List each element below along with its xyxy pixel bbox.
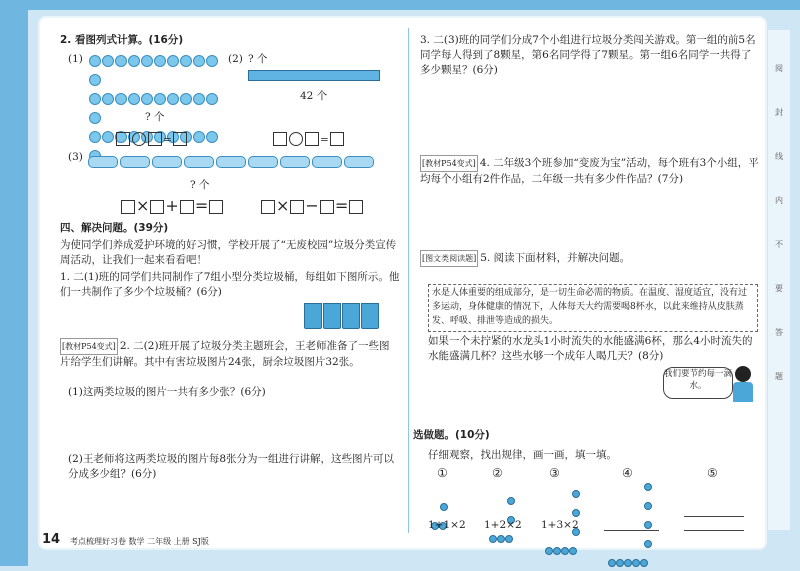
q4-body: 4. 二年级3个班参加“变废为宝”活动，每个班有3个小组，平均每个小组有2件作品，二年级一共有多少件作品？(7分) bbox=[420, 157, 759, 185]
q3-text: 3. 二(3)班的同学们分成7个小组进行垃圾分类闯关游戏。第一组的前5名同学每人得到了8颗星，第6名同学得了7颗星。第一组6名同学一共得了多少颗星？(6分) bbox=[420, 34, 756, 76]
formula-3: 1+3×2 bbox=[541, 519, 579, 531]
equation-2: = bbox=[272, 128, 345, 148]
q1-text: 1. 二(1)班的同学们共同制作了7组小型分类垃圾桶，每组如下图所示。他们一共制作了多少个垃圾桶？(6分) bbox=[60, 271, 400, 298]
q5-question: 如果一个未拧紧的水龙头1小时流失的水能盛满6杯，那么4小时流失的水能盛满几杯？这些水够一个成年人喝几天？(8分) bbox=[428, 335, 753, 362]
q2-text bbox=[60, 338, 400, 370]
bins-group bbox=[304, 303, 380, 333]
apple-icon bbox=[206, 55, 218, 67]
apple-icon bbox=[141, 55, 153, 67]
egg-tray-icon bbox=[216, 156, 246, 168]
optional-title: 选做题。(10分) bbox=[413, 429, 490, 441]
answer-box[interactable] bbox=[305, 132, 319, 146]
trash-bin-icon bbox=[342, 303, 360, 329]
pattern-number: ④ bbox=[622, 466, 633, 480]
source-badge: [图文类阅读题] bbox=[420, 250, 478, 267]
answer-box[interactable] bbox=[330, 132, 344, 146]
egg-tray-icon bbox=[88, 156, 118, 168]
q2-p2-bottom: 42 个 bbox=[300, 90, 328, 102]
egg-tray-icon bbox=[184, 156, 214, 168]
segment-bar bbox=[248, 70, 380, 81]
q4-text bbox=[420, 155, 760, 187]
binding-char: 要 bbox=[775, 284, 783, 293]
binding-char: 答 bbox=[775, 328, 783, 337]
apple-icon bbox=[89, 55, 101, 67]
binding-char: 阅 bbox=[775, 64, 783, 73]
answer-box[interactable] bbox=[173, 132, 187, 146]
child-illustration bbox=[733, 366, 753, 404]
pattern-number: ⑤ bbox=[707, 466, 718, 480]
apple-icon bbox=[193, 93, 205, 105]
apple-icon bbox=[167, 55, 179, 67]
answer-box[interactable] bbox=[116, 132, 130, 146]
q2-label-1: (1) bbox=[68, 53, 83, 65]
dot-pattern-4 bbox=[608, 476, 652, 571]
apple-icon bbox=[154, 93, 166, 105]
pattern-number: ① bbox=[437, 466, 448, 480]
answer-box[interactable] bbox=[320, 200, 334, 214]
answer-box[interactable] bbox=[148, 132, 162, 146]
apple-icon bbox=[115, 55, 127, 67]
q2-label-2: (2) bbox=[228, 53, 243, 65]
pattern-number: ③ bbox=[549, 466, 560, 480]
equation-3b: × − = bbox=[260, 196, 364, 215]
binding-char: 不 bbox=[775, 240, 783, 249]
intro-text: 为使同学们养成爱护环境的好习惯，学校开展了“无废校园”垃圾分类宣传周活动，让我们一起来看看吧！ bbox=[60, 239, 397, 266]
apple-icon bbox=[193, 131, 205, 143]
apple-icon bbox=[102, 93, 114, 105]
binding-char: 内 bbox=[775, 196, 783, 205]
answer-box[interactable] bbox=[209, 200, 223, 214]
material-text: 水是人体重要的组成部分，是一切生命必需的物质。在温度、湿度适宜，没有过多运动，身体健康的情况下，人体每天大约需要喝8杯水，以此来维持从皮肤蒸发、呼吸、排泄等造成的损失。 bbox=[432, 288, 748, 326]
apple-icon bbox=[206, 131, 218, 143]
egg-tray-icon bbox=[280, 156, 310, 168]
speech-bubble bbox=[663, 367, 733, 399]
apple-icon bbox=[180, 93, 192, 105]
egg-tray-icon bbox=[120, 156, 150, 168]
egg-trays bbox=[88, 153, 378, 172]
apple-icon bbox=[193, 55, 205, 67]
footer-text: 考点梳理好习卷 数学 二年级 上册 SJ版 bbox=[70, 537, 209, 546]
apple-icon bbox=[141, 93, 153, 105]
answer-box[interactable] bbox=[121, 200, 135, 214]
page-number: 14 bbox=[42, 532, 61, 547]
answer-box[interactable] bbox=[290, 200, 304, 214]
trash-bin-icon bbox=[323, 303, 341, 329]
apple-icon bbox=[128, 93, 140, 105]
binding-char: 题 bbox=[775, 372, 783, 381]
pattern-number: ② bbox=[492, 466, 503, 480]
answer-box[interactable] bbox=[180, 200, 194, 214]
apple-icon bbox=[89, 74, 101, 86]
apple-icon bbox=[115, 93, 127, 105]
egg-tray-icon bbox=[248, 156, 278, 168]
section-4-title: 四、解决问题。(39分) bbox=[60, 222, 169, 234]
q2-sub1: (1)这两类垃圾的图片一共有多少张？(6分) bbox=[68, 386, 266, 398]
apples-group bbox=[88, 52, 226, 166]
egg-tray-icon bbox=[312, 156, 342, 168]
formula-2: 1+2×2 bbox=[484, 519, 522, 531]
apple-icon bbox=[180, 55, 192, 67]
bubble-text: 我们要节约每一滴水。 bbox=[664, 369, 733, 391]
trash-bin-icon bbox=[304, 303, 322, 329]
trash-bin-icon bbox=[361, 303, 379, 329]
optional-desc: 仔细观察，找出规律，画一画，填一填。 bbox=[428, 449, 617, 461]
egg-tray-icon bbox=[344, 156, 374, 168]
apple-icon bbox=[206, 93, 218, 105]
answer-box[interactable] bbox=[150, 200, 164, 214]
apple-icon bbox=[154, 55, 166, 67]
binding-char: 线 bbox=[775, 152, 783, 161]
formula-1: 1+1×2 bbox=[428, 519, 466, 531]
apple-icon bbox=[102, 131, 114, 143]
apple-icon bbox=[167, 93, 179, 105]
apple-icon bbox=[89, 131, 101, 143]
equation-1: = bbox=[115, 128, 188, 148]
apple-icon bbox=[128, 55, 140, 67]
binding-char: 封 bbox=[775, 108, 783, 117]
apple-icon bbox=[102, 55, 114, 67]
operator-circle[interactable] bbox=[132, 132, 146, 146]
operator-circle[interactable] bbox=[289, 132, 303, 146]
dot-icon bbox=[440, 503, 448, 511]
column-divider bbox=[408, 28, 409, 533]
q2-label-3: (3) bbox=[68, 151, 83, 163]
binding-strip bbox=[768, 30, 790, 530]
answer-box[interactable] bbox=[273, 132, 287, 146]
apple-icon bbox=[89, 93, 101, 105]
q5-title bbox=[420, 250, 760, 267]
answer-box[interactable] bbox=[349, 200, 363, 214]
q5-body: 5. 阅读下面材料，并解决问题。 bbox=[480, 252, 631, 264]
q2-p2-top: ? 个 bbox=[248, 53, 268, 65]
answer-box[interactable] bbox=[261, 200, 275, 214]
answer-line-5a[interactable] bbox=[684, 516, 744, 517]
answer-line-4[interactable] bbox=[604, 530, 659, 531]
q2-sub2: (2)王老师将这两类垃圾的图片每8张分为一组进行讲解，这些图片可以分成多少组？(6分) bbox=[68, 453, 395, 480]
equation-3a: × + = bbox=[120, 196, 224, 215]
source-badge: [教材P54变式] bbox=[60, 338, 118, 355]
apple-icon bbox=[89, 112, 101, 124]
left-border bbox=[0, 0, 28, 566]
q2-title: 2. 看图列式计算。(16分) bbox=[60, 34, 184, 46]
source-badge: [教材P54变式] bbox=[420, 155, 478, 172]
q2-p1-question: ? 个 bbox=[145, 111, 165, 123]
top-border bbox=[0, 0, 800, 10]
q2-body: 2. 二(2)班开展了垃圾分类主题班会，王老师准备了一些图片给学生们讲解。其中有害垃圾图片24张，厨余垃圾图片32张。 bbox=[60, 340, 390, 368]
egg-tray-icon bbox=[152, 156, 182, 168]
q2-p3-question: ? 个 bbox=[190, 179, 210, 191]
answer-line-5b[interactable] bbox=[684, 530, 744, 531]
